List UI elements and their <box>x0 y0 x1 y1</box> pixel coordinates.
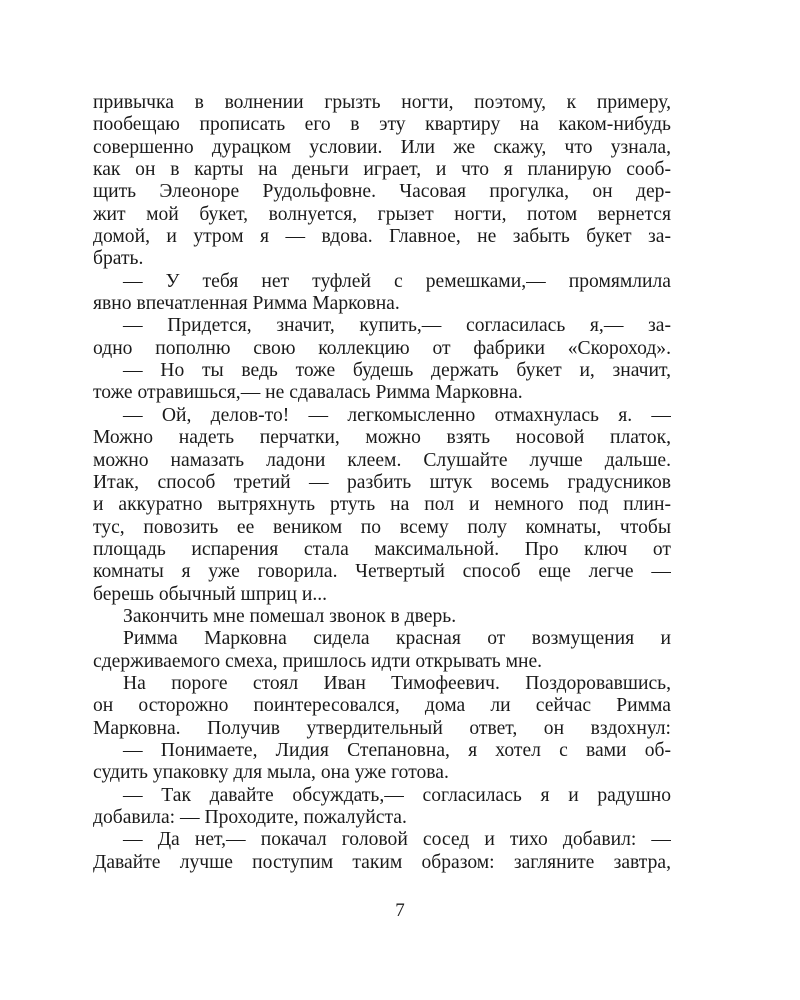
text-line: и аккуратно вытряхнуть ртуть на пол и немного под плин- <box>93 494 671 516</box>
text-line: берешь обычный шприц и... <box>93 583 328 605</box>
text-line: сдерживаемого смеха, пришлось идти открывать мне. <box>93 650 543 672</box>
text-line: — Придется, значит, купить,— согласилась я,— за- <box>123 315 671 337</box>
text-line: совершенно дурацком условии. Или же скажу, что узнала, <box>93 136 671 158</box>
text-line: судить упаковку для мыла, она уже готова. <box>93 762 449 784</box>
text-line: можно намазать ладони клеем. Слушайте лучше дальше. <box>93 449 671 471</box>
text-line: он осторожно поинтересовался, дома ли сейчас Римма <box>93 695 671 717</box>
text-line: — У тебя нет туфлей с ремешками,— промямлила <box>123 270 671 292</box>
page-number: 7 <box>395 900 405 921</box>
text-line: жит мой букет, волнуется, грызет ногти, потом вернется <box>93 203 671 225</box>
text-line: — Да нет,— покачал головой сосед и тихо добавил: — <box>123 829 671 851</box>
text-line: Закончить мне помешал звонок в дверь. <box>123 605 457 627</box>
text-line: одно пополню свою коллекцию от фабрики «Скороход». <box>93 337 671 359</box>
text-line: Можно надеть перчатки, можно взять носовой платок, <box>93 427 671 449</box>
text-line: тус, повозить ее веником по всему полу комнаты, чтобы <box>93 516 671 538</box>
text-line: Марковна. Получив утвердительный ответ, он вздохнул: <box>93 717 671 739</box>
text-line: явно впечатленная Римма Марковна. <box>93 293 400 315</box>
page-body <box>93 92 671 874</box>
text-line: домой, и утром я — вдова. Главное, не забыть букет за- <box>93 226 671 248</box>
text-line: пообещаю прописать его в эту квартиру на каком-нибудь <box>93 114 671 136</box>
text-line: — Но ты ведь тоже будешь держать букет и, значит, <box>123 360 671 382</box>
text-line: как он в карты на деньги играет, и что я планирую сооб- <box>93 159 671 181</box>
text-line: щить Элеоноре Рудольфовне. Часовая прогулка, он дер- <box>93 181 671 203</box>
text-line: добавила: — Проходите, пожалуйста. <box>93 807 407 828</box>
text-line: Римма Марковна сидела красная от возмущения и <box>123 628 671 650</box>
text-line: Итак, способ третий — разбить штук восемь градусников <box>93 471 671 493</box>
text-line: площадь испарения стала максимальной. Про ключ от <box>93 538 671 560</box>
text-line: тоже отравишься,— не сдавалась Римма Марковна. <box>93 382 523 404</box>
text-line: Давайте лучше поступим таким образом: загляните завтра, <box>93 851 671 873</box>
text-line: На пороге стоял Иван Тимофеевич. Поздоровавшись, <box>123 672 671 694</box>
text-line: привычка в волнении грызть ногти, поэтому, к примеру, <box>93 92 671 113</box>
text-line: комнаты я уже говорила. Четвертый способ еще легче — <box>93 561 671 583</box>
text-line: — Понимаете, Лидия Степановна, я хотел с вами об- <box>123 739 671 761</box>
text-line: брать. <box>93 248 144 270</box>
text-line: — Ой, делов-то! — легкомысленно отмахнулась я. — <box>123 404 671 426</box>
text-line: — Так давайте обсуждать,— согласилась я и радушно <box>123 784 671 806</box>
